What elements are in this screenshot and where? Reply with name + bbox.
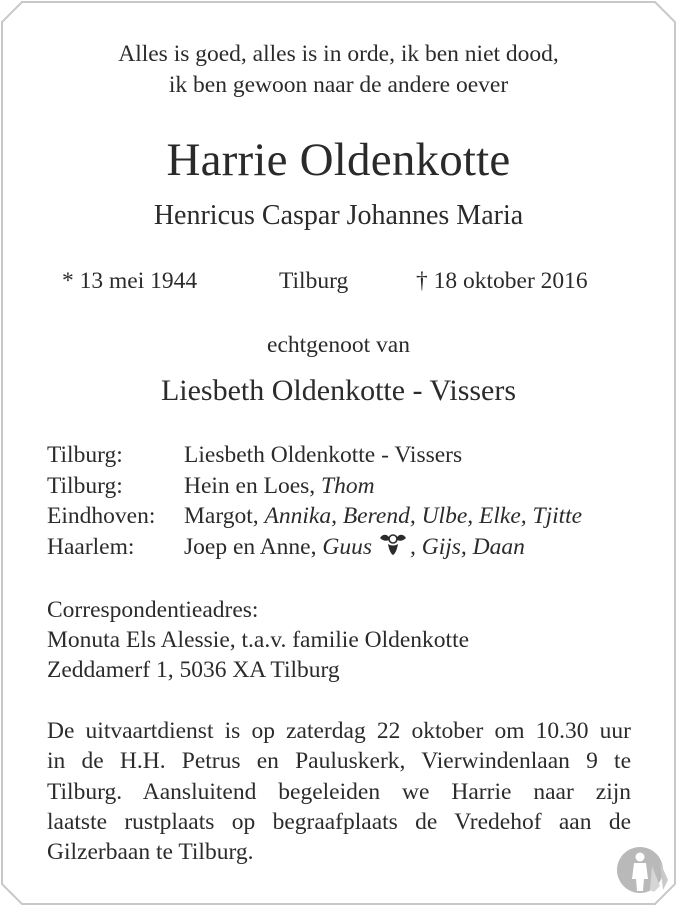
family-names	[184, 440, 462, 471]
deceased-name: Harrie Oldenkotte	[166, 134, 511, 186]
correspondence-line-1: Monuta Els Alessie, t.a.v. familie Oldenkotte	[47, 627, 470, 653]
family-names	[184, 532, 525, 563]
poem-line-2: ik ben gewoon naar de andere oever	[168, 72, 509, 98]
family-place: Tilburg:	[47, 442, 123, 468]
family-place: Eindhoven:	[47, 503, 156, 530]
relation-label: echtgenoot van	[267, 332, 410, 358]
service-line: Tilburg. Aansluitend begeleiden we Harrie naar zijn	[47, 778, 631, 805]
family-members: Joep en Anne,	[184, 534, 323, 561]
memorial-logo-icon	[616, 846, 668, 894]
correspondence-label: Correspondentieadres:	[47, 597, 259, 623]
family-children-after: , Gijs, Daan	[410, 534, 525, 561]
family-children: Annika, Berend, Ulbe, Elke, Tjitte	[264, 503, 583, 530]
death-date: † 18 oktober 2016	[416, 268, 588, 294]
service-paragraph	[47, 716, 631, 867]
service-line: Gilzerbaan te Tilburg.	[47, 839, 254, 866]
family-names	[184, 501, 582, 532]
family-place: Tilburg:	[47, 472, 123, 499]
correspondence-line-2: Zeddamerf 1, 5036 XA Tilburg	[47, 657, 340, 683]
service-line: De uitvaartdienst is op zaterdag 22 oktober om 10.30 uur	[47, 718, 631, 744]
spouse-name: Liesbeth Oldenkotte - Vissers	[160, 374, 517, 407]
family-members: Liesbeth Oldenkotte - Vissers	[184, 442, 463, 468]
family-members: Margot,	[184, 503, 265, 530]
family-children: Guus	[322, 534, 372, 561]
family-place: Haarlem:	[47, 534, 135, 561]
family-children: Thom	[321, 472, 375, 499]
family-members: Hein en Loes,	[184, 472, 322, 499]
birth-place: Tilburg	[279, 268, 349, 294]
given-names: Henricus Caspar Johannes Maria	[153, 200, 524, 231]
poem-line-1: Alles is goed, alles is in orde, ik ben niet dood,	[118, 41, 559, 67]
cherub-icon	[378, 532, 408, 556]
birth-date: * 13 mei 1944	[62, 268, 198, 294]
family-names	[184, 471, 375, 502]
service-line: laatste rustplaats op begraafplaats de Vredehof aan de	[47, 808, 631, 835]
service-line: in de H.H. Petrus en Pauluskerk, Vierwindenlaan 9 te	[47, 748, 631, 775]
